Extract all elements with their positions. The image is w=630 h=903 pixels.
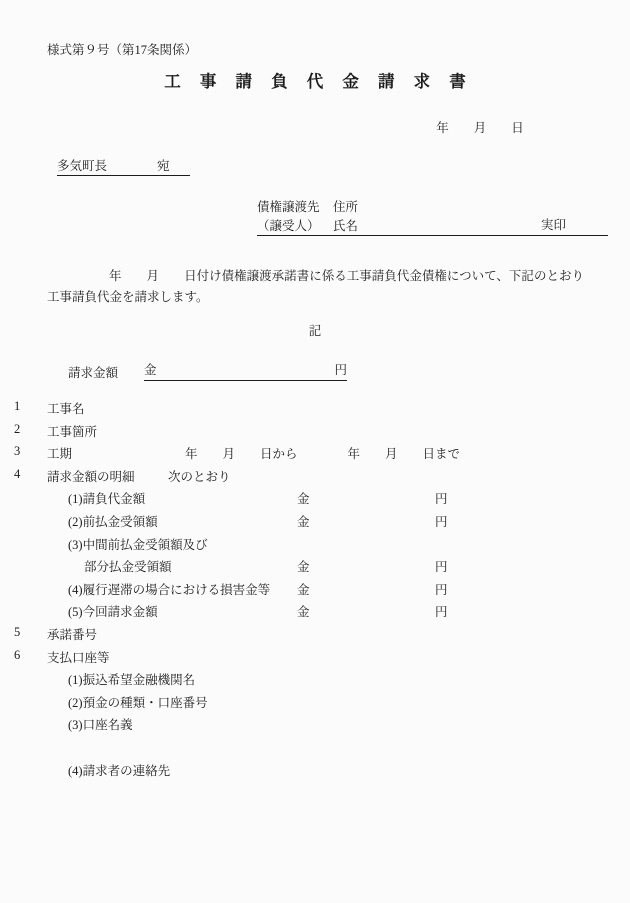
item-number: 4 — [14, 466, 21, 481]
list-item — [0, 444, 630, 467]
detail-item-label: 部分払金受領額 — [84, 560, 172, 575]
claim-amount-label: 請求金額 — [68, 366, 119, 380]
item-number: 1 — [14, 399, 21, 413]
currency-prefix: 金 — [297, 582, 310, 597]
item-label: 請求金額の明細 — [47, 469, 135, 484]
item-label: 承諾番号 — [47, 627, 98, 642]
item-number: 3 — [14, 444, 21, 459]
items-list — [0, 399, 630, 783]
item-number: 2 — [14, 421, 21, 436]
currency-prefix: 金 — [297, 605, 310, 620]
item-number: 6 — [14, 647, 21, 662]
detail-item-label: (1)請負代金額 — [68, 492, 146, 507]
seal-label: 実印 — [541, 218, 567, 232]
list-item — [0, 670, 630, 693]
assignee-label-line1: 債権譲渡先 — [257, 200, 320, 214]
item-label: 工事名 — [47, 402, 85, 416]
assignee-address-label: 住所 — [333, 200, 359, 214]
list-item — [0, 625, 630, 648]
list-item — [0, 489, 630, 512]
list-item — [0, 580, 630, 603]
issue-date-line: 年 月 日 — [436, 121, 524, 135]
form-number: 様式第９号（第17条関係） — [47, 43, 198, 57]
currency-suffix: 円 — [435, 560, 448, 575]
claim-amount-field[interactable] — [144, 360, 347, 381]
list-item — [0, 715, 630, 738]
list-item — [0, 693, 630, 716]
detail-item-label: (2)前払金受領額 — [68, 514, 158, 529]
currency-suffix: 円 — [435, 582, 448, 597]
body-paragraph: 年 月 日付け債権譲渡承諾書に係る工事請負代金債権について、下記のとおり工事請負代金を請求します。 — [47, 269, 584, 304]
item-number: 5 — [14, 624, 21, 639]
list-item — [0, 467, 630, 490]
detail-item-label: (5)今回請求金額 — [68, 605, 158, 620]
ki-marker: 記 — [308, 324, 322, 338]
list-item — [0, 535, 630, 558]
list-item — [0, 557, 630, 580]
currency-prefix: 金 — [297, 492, 310, 507]
claim-amount-currency-suffix: 円 — [334, 363, 347, 377]
item-label: 工事箇所 — [47, 424, 98, 439]
currency-prefix: 金 — [297, 514, 310, 529]
item-label: 支払口座等 — [47, 650, 110, 665]
detail-item-label: (4)履行遅滞の場合における損害金等 — [68, 582, 271, 597]
assignee-address-row — [257, 196, 608, 215]
account-item-label: (3)口座名義 — [68, 718, 133, 733]
list-item — [0, 512, 630, 535]
list-item — [0, 602, 630, 625]
assignee-label-line2: （譲受人） — [257, 219, 320, 233]
list-item — [0, 648, 630, 671]
construction-period-fields[interactable]: 年 月 日から 年 月 日まで — [185, 447, 461, 462]
detail-item-label: (3)中間前払金受領額及び — [68, 537, 208, 552]
list-item — [0, 761, 630, 784]
currency-suffix: 円 — [435, 605, 448, 620]
claim-amount-row — [68, 360, 347, 381]
currency-prefix: 金 — [297, 560, 310, 575]
assignee-name-label: 氏名 — [333, 219, 359, 233]
addressee-line: 多気町長 宛 — [57, 160, 190, 176]
claim-amount-currency-prefix: 金 — [144, 363, 157, 377]
currency-suffix: 円 — [435, 514, 448, 529]
account-item-label: (1)振込希望金融機関名 — [68, 673, 196, 688]
account-item-label: (4)請求者の連絡先 — [68, 763, 171, 778]
detail-note: 次のとおり — [168, 469, 231, 484]
account-item-label: (2)預金の種類・口座番号 — [68, 695, 208, 710]
list-spacer — [0, 738, 630, 761]
item-label: 工期 — [47, 447, 73, 462]
currency-suffix: 円 — [435, 492, 448, 507]
list-item — [0, 399, 630, 422]
list-item — [0, 422, 630, 445]
page-title: 工 事 請 負 代 金 請 求 書 — [164, 72, 474, 91]
